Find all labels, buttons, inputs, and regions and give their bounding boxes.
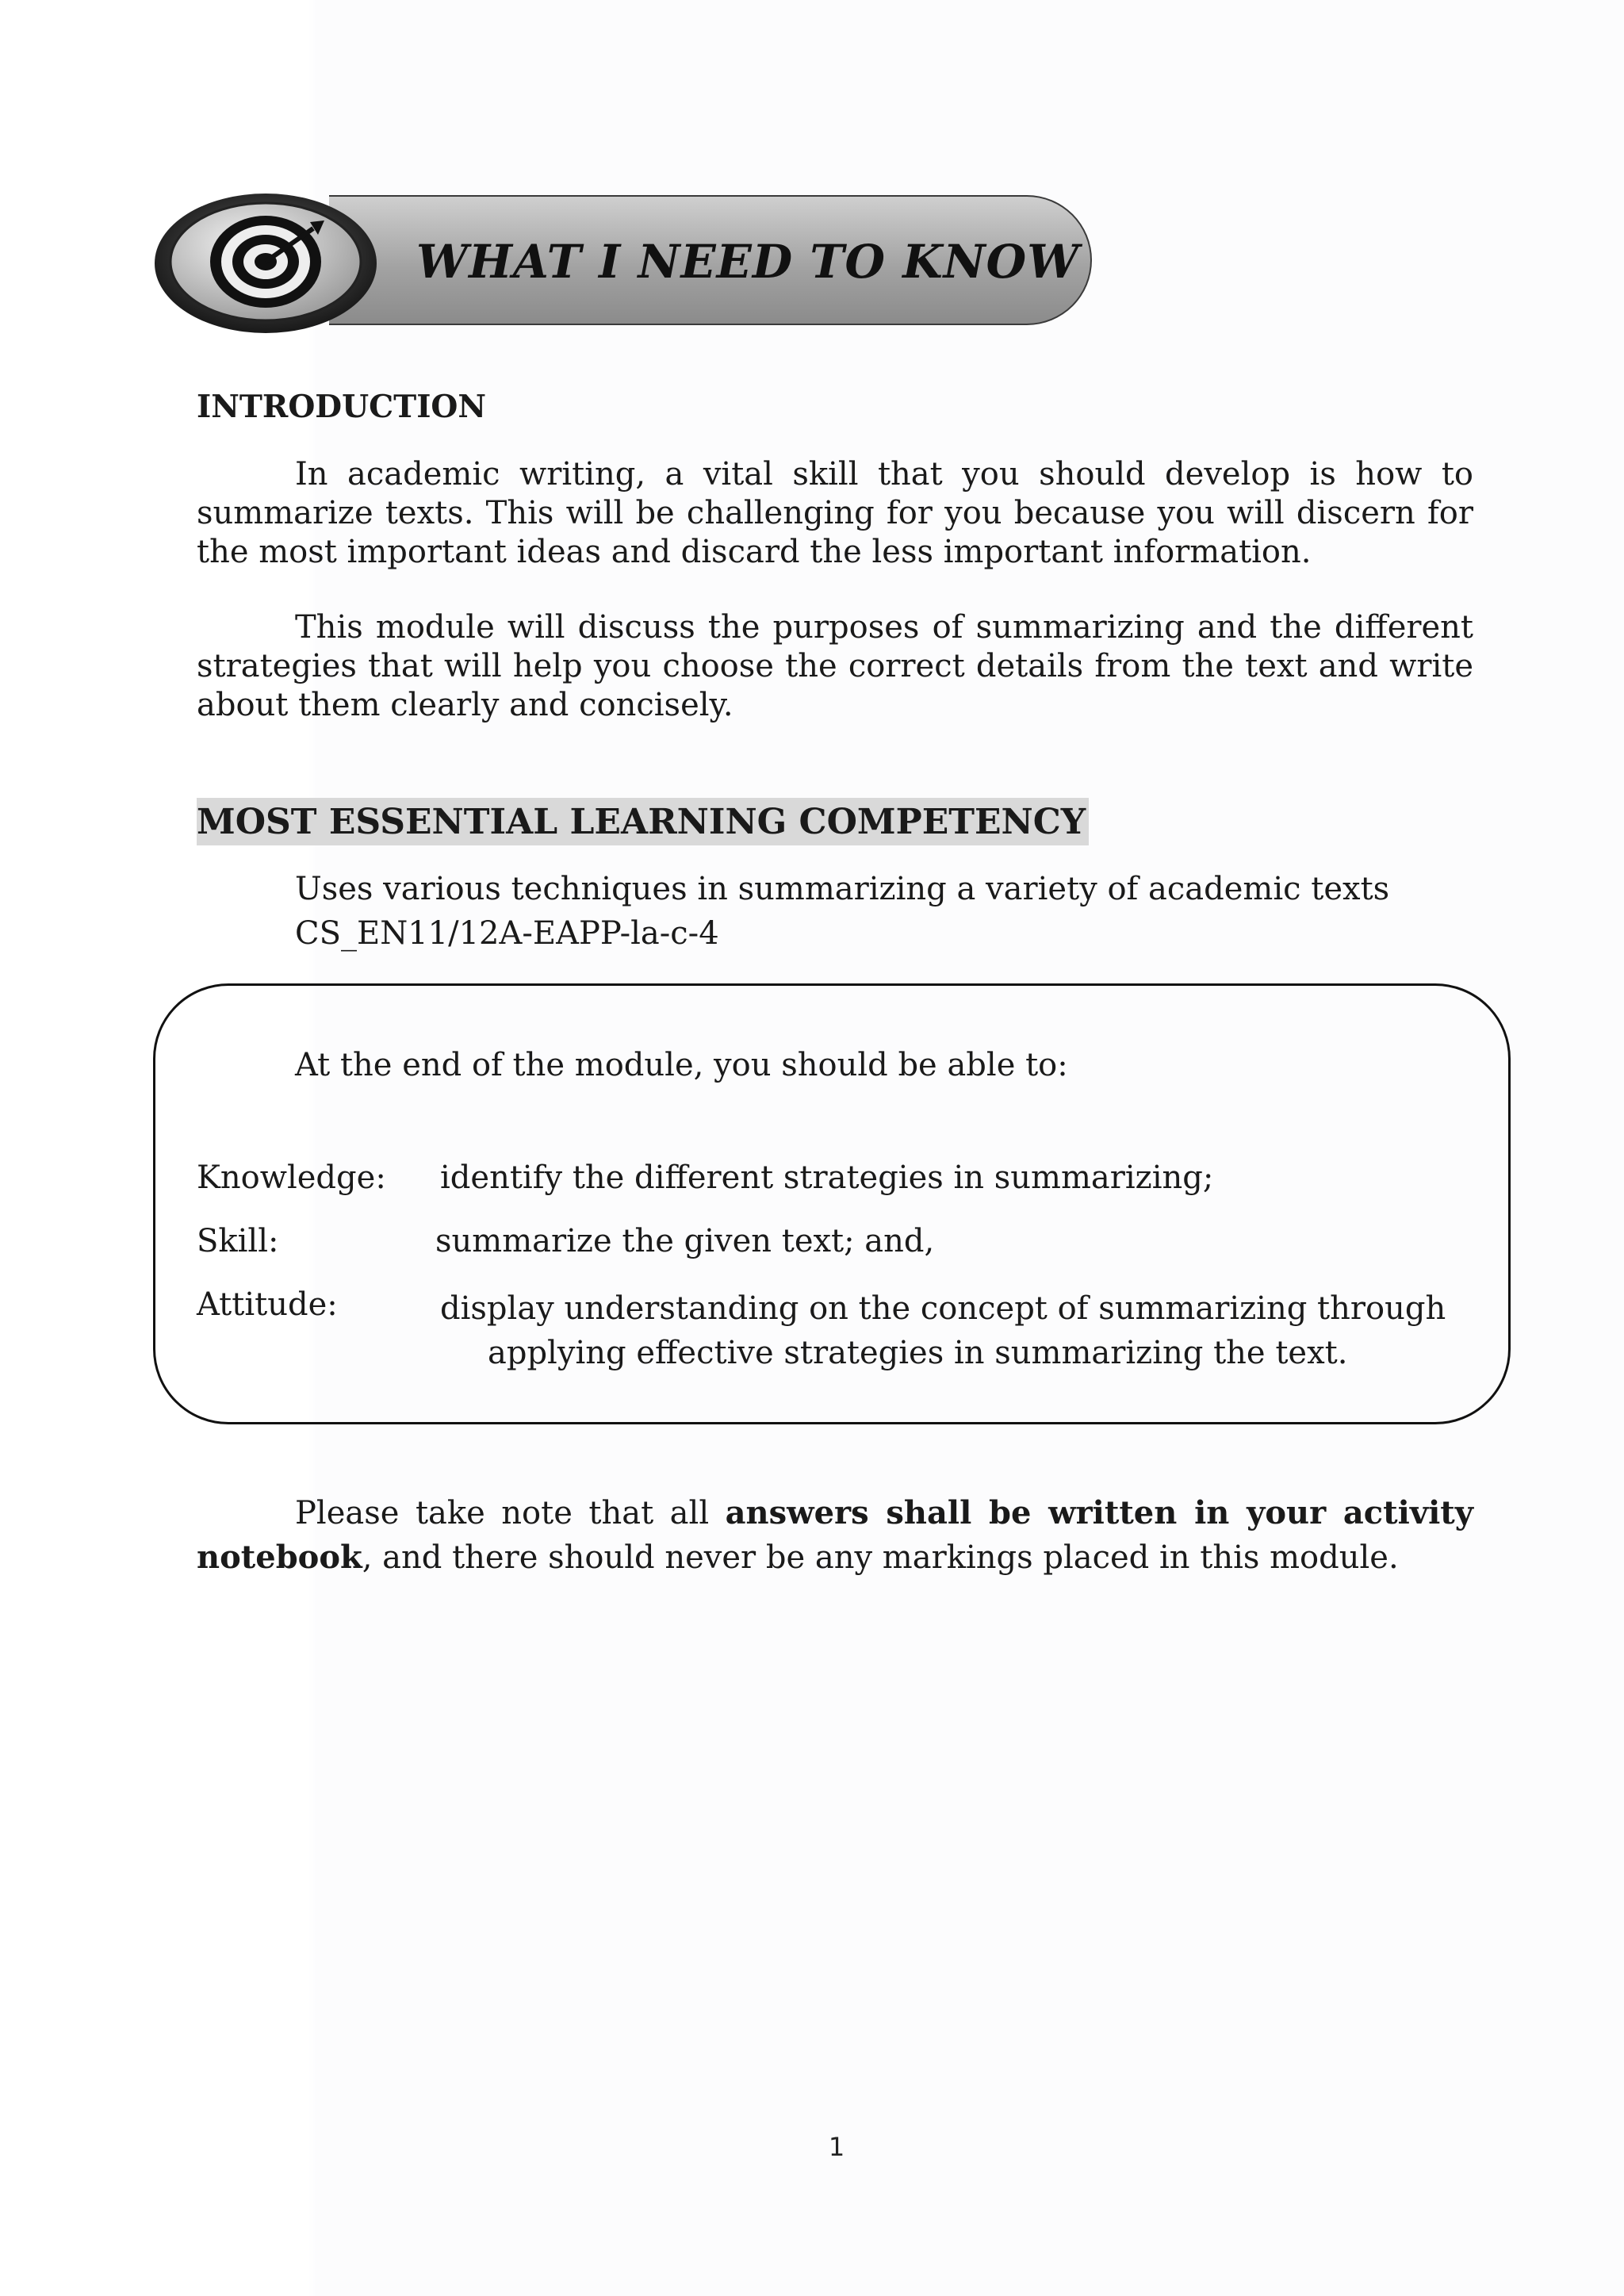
objective-skill-label: Skill: — [197, 1223, 279, 1259]
competency-heading: MOST ESSENTIAL LEARNING COMPETENCY — [197, 798, 1089, 845]
objective-attitude-text — [440, 1286, 1473, 1375]
introduction-paragraph-2: This module will discuss the purposes of summarizing and the different strategies that will help you choose the correct details from the text and write about them clearly and concisely. — [197, 609, 1473, 723]
objective-knowledge-text: identify the different strategies in summarizing; — [440, 1159, 1214, 1196]
page-number: 1 — [828, 2132, 845, 2162]
objective-attitude-line-1: display understanding on the concept of summarizing through — [440, 1290, 1446, 1327]
note-paragraph — [197, 1491, 1473, 1580]
banner-title: WHAT I NEED TO KNOW — [416, 235, 1080, 289]
target-icon — [155, 190, 377, 333]
competency-code: CS_EN11/12A-EAPP-la-c-4 — [295, 915, 719, 952]
section-banner — [155, 190, 1106, 337]
introduction-heading: INTRODUCTION — [197, 389, 487, 425]
note-text-before: Please take note that all — [295, 1495, 726, 1531]
objectives-intro: At the end of the module, you should be able to: — [295, 1047, 1068, 1083]
objective-knowledge-label: Knowledge: — [197, 1159, 386, 1196]
objective-attitude-line-2: applying effective strategies in summarizing the text. — [488, 1335, 1348, 1371]
note-text-after: , and there should never be any markings placed in this module. — [362, 1539, 1399, 1576]
note-text-bold: answers shall be written in your activity notebook — [197, 1494, 1473, 1576]
objective-skill-text: summarize the given text; and, — [435, 1223, 935, 1259]
objective-attitude-label: Attitude: — [197, 1286, 338, 1323]
introduction-paragraph-1: In academic writing, a vital skill that you should develop is how to summarize texts. This will be challenging for you because you will discern for the most important ideas and discard the less important information. — [197, 456, 1473, 570]
competency-description: Uses various techniques in summarizing a variety of academic texts — [295, 871, 1390, 907]
